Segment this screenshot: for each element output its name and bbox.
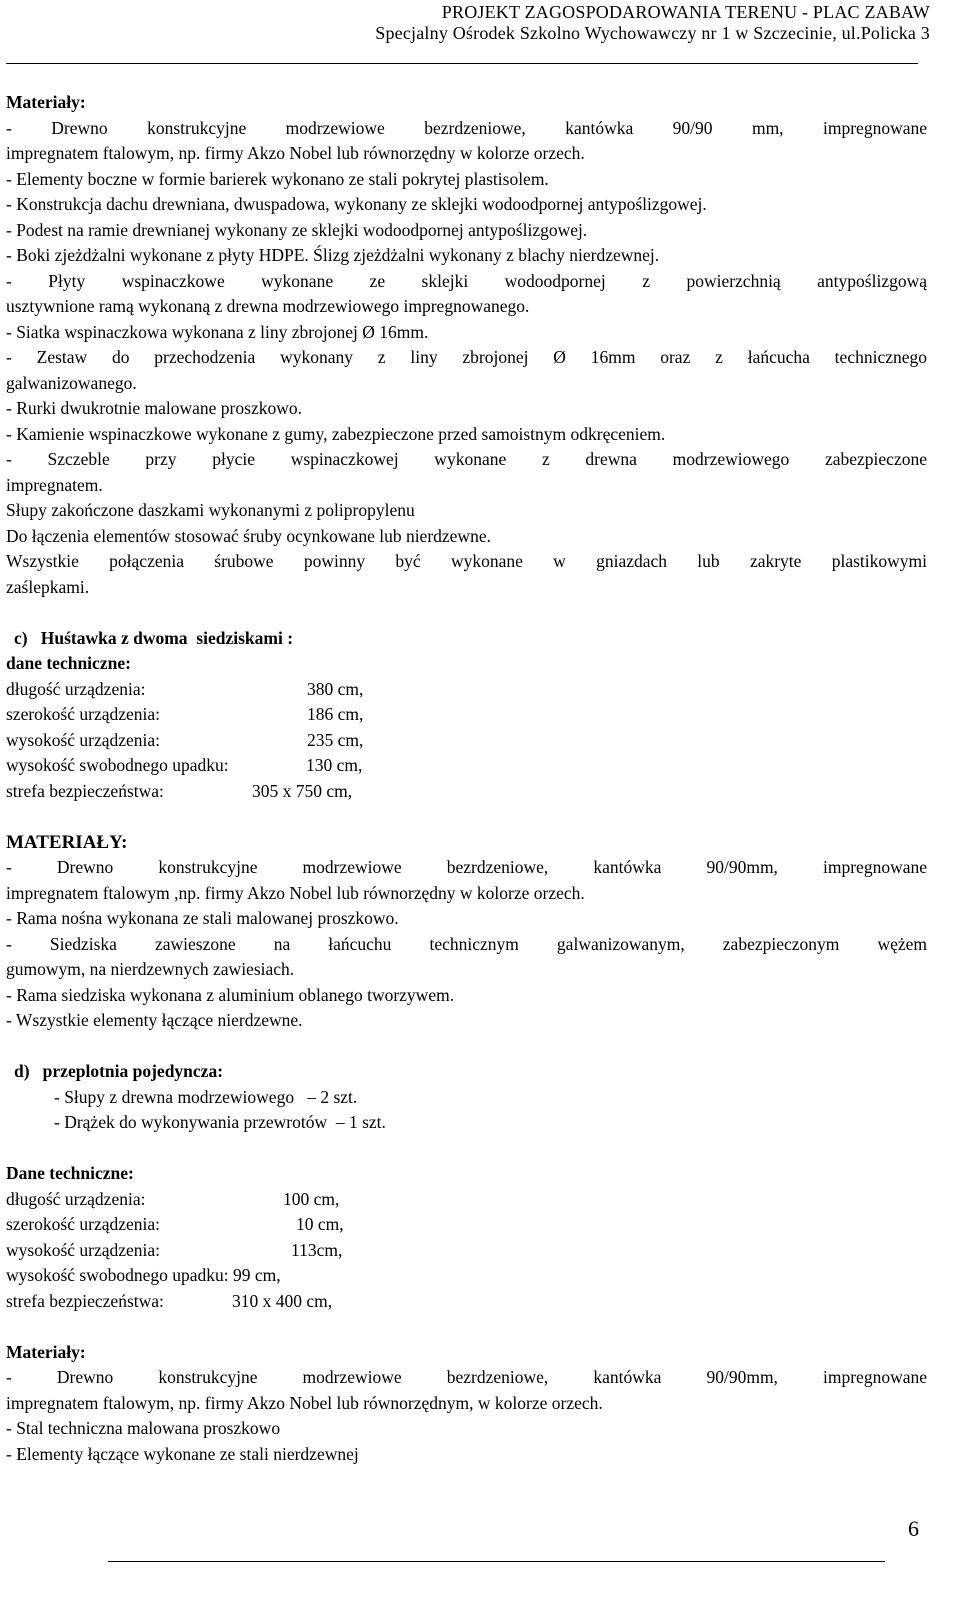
paragraph-line: - Rama nośna wykonana ze stali malowanej proszkowo. <box>6 908 399 928</box>
spacer <box>6 804 927 830</box>
paragraph-line: Wszystkie połączenia śrubowe powinny być wykonane w gniazdach lub zakryte plastikowymi <box>6 551 927 571</box>
spec-value: 113cm, <box>291 1239 343 1260</box>
paragraph-line: - Drewno konstrukcyjne modrzewiowe bezrdzeniowe, kantówka 90/90mm, impregnowane <box>6 1367 927 1387</box>
spec-label: strefa bezpieczeństwa: <box>6 1290 164 1311</box>
spacer <box>6 600 927 626</box>
spec-row <box>6 1187 927 1213</box>
spec-value: 310 x 400 cm, <box>232 1290 333 1311</box>
header-rule <box>6 63 918 64</box>
spec-row <box>6 728 927 754</box>
section-c-tech-heading: dane techniczne: <box>6 653 131 673</box>
section-d-tech-heading: Dane techniczne: <box>6 1163 134 1183</box>
spacer <box>6 1136 927 1162</box>
header-title: PROJEKT ZAGOSPODAROWANIA TERENU - PLAC ZABAW <box>441 2 930 22</box>
spec-label: szerokość urządzenia: <box>6 704 161 724</box>
list-item: - Słupy z drewna modrzewiowego – 2 szt. <box>54 1086 358 1107</box>
header-subtitle: Specjalny Ośrodek Szkolno Wychowawczy nr 1 w Szczecinie, ul.Policka 3 <box>375 23 930 43</box>
spacer <box>6 1314 927 1340</box>
section-c-materials-heading: MATERIAŁY: <box>6 831 128 853</box>
document-body <box>6 90 927 1467</box>
paragraph-line: - Zestaw do przechodzenia wykonany z liny zbrojonej Ø 16mm oraz z łańcucha technicznego <box>6 347 927 367</box>
paragraph-line: - Drewno konstrukcyjne modrzewiowe bezrdzeniowe, kantówka 90/90mm, impregnowane <box>6 857 927 877</box>
paragraph-line: - Wszystkie elementy łączące nierdzewne. <box>6 1010 303 1030</box>
paragraph-line: - Kamienie wspinaczkowe wykonane z gumy, zabezpieczone przed samoistnym odkręceniem. <box>6 423 666 444</box>
spec-row <box>6 677 927 703</box>
paragraph-line: - Stal techniczna malowana proszkowo <box>6 1418 281 1438</box>
section-d-materials-heading: Materiały: <box>6 1341 86 1362</box>
spec-value: 130 cm, <box>306 755 363 775</box>
section-c-heading: c) Huśtawka z dwoma siedziskami : <box>14 627 294 648</box>
spec-label: wysokość swobodnego upadku: <box>6 755 229 775</box>
spec-row <box>6 1238 927 1264</box>
paragraph-line: - Płyty wspinaczkowe wykonane ze sklejki wodoodpornej z powierzchnią antypoślizgową <box>6 270 927 291</box>
spec-label: wysokość urządzenia: <box>6 729 161 750</box>
paragraph-line: - Rama siedziska wykonana z aluminium oblanego tworzywem. <box>6 984 455 1005</box>
spec-value: 305 x 750 cm, <box>252 780 353 801</box>
spec-value: 186 cm, <box>307 704 364 724</box>
spec-row <box>6 753 927 779</box>
spec-value: 235 cm, <box>307 729 364 750</box>
paragraph-line: - Siatka wspinaczkowa wykonana z liny zbrojonej Ø 16mm. <box>6 321 429 342</box>
paragraph-line: - Boki zjeżdżalni wykonane z płyty HDPE. Ślizg zjeżdżalni wykonany z blachy nierdzewnej. <box>6 245 660 265</box>
paragraph-line: gumowym, na nierdzewnych zawiesiach. <box>6 959 295 979</box>
spec-row <box>6 1289 927 1315</box>
spec-row <box>6 779 927 805</box>
paragraph-line: galwanizowanego. <box>6 372 137 393</box>
spacer <box>6 1034 927 1060</box>
spec-label: wysokość urządzenia: <box>6 1239 161 1260</box>
spec-row <box>6 702 927 728</box>
paragraph-line: usztywnione ramą wykonaną z drewna modrzewiowego impregnowanego. <box>6 296 530 316</box>
spec-label: długość urządzenia: <box>6 678 146 699</box>
spec-value: 100 cm, <box>283 1188 340 1209</box>
spec-label: wysokość swobodnego upadku: 99 cm, <box>6 1265 281 1285</box>
spec-row <box>6 1212 927 1238</box>
footer-rule <box>108 1561 885 1562</box>
paragraph-line: - Konstrukcja dachu drewniana, dwuspadowa, wykonany ze sklejki wodoodpornej antypoślizgowej. <box>6 194 707 214</box>
spec-label: długość urządzenia: <box>6 1188 146 1209</box>
paragraph-line: Słupy zakończone daszkami wykonanymi z polipropylenu <box>6 500 415 520</box>
paragraph-line: Do łączenia elementów stosować śruby ocynkowane lub nierdzewne. <box>6 525 491 546</box>
page-number: 6 <box>908 1516 919 1541</box>
spec-value: 380 cm, <box>307 678 364 699</box>
list-item: - Drążek do wykonywania przewrotów – 1 szt. <box>54 1112 386 1132</box>
paragraph-line: impregnatem ftalowym ,np. firmy Akzo Nobel lub równorzędny w kolorze orzech. <box>6 882 585 903</box>
paragraph-line: - Szczeble przy płycie wspinaczkowej wykonane z drewna modrzewiowego zabezpieczone <box>6 449 927 469</box>
paragraph-line: - Elementy łączące wykonane ze stali nierdzewnej <box>6 1443 359 1464</box>
paragraph-line: - Rurki dwukrotnie malowane proszkowo. <box>6 398 302 418</box>
materials-heading: Materiały: <box>6 92 86 112</box>
spec-label: szerokość urządzenia: <box>6 1214 161 1234</box>
spec-label: strefa bezpieczeństwa: <box>6 780 164 801</box>
paragraph-line: zaślepkami. <box>6 576 90 597</box>
paragraph-line: - Elementy boczne w formie barierek wykonano ze stali pokrytej plastisolem. <box>6 168 549 189</box>
spec-row <box>6 1263 927 1289</box>
paragraph-line: impregnatem ftalowym, np. firmy Akzo Nobel lub równorzędnym, w kolorze orzech. <box>6 1392 603 1413</box>
spec-value: 10 cm, <box>296 1214 344 1234</box>
section-d-heading: d) przeplotnia pojedyncza: <box>14 1061 224 1081</box>
paragraph-line: impregnatem ftalowym, np. firmy Akzo Nobel lub równorzędny w kolorze orzech. <box>6 143 585 163</box>
paragraph-line: - Drewno konstrukcyjne modrzewiowe bezrdzeniowe, kantówka 90/90 mm, impregnowane <box>6 117 927 138</box>
paragraph-line: - Podest na ramie drewnianej wykonany ze sklejki wodoodpornej antypoślizgowej. <box>6 219 588 240</box>
paragraph-line: impregnatem. <box>6 474 103 495</box>
paragraph-line: - Siedziska zawieszone na łańcuchu technicznym galwanizowanym, zabezpieczonym wężem <box>6 933 927 954</box>
